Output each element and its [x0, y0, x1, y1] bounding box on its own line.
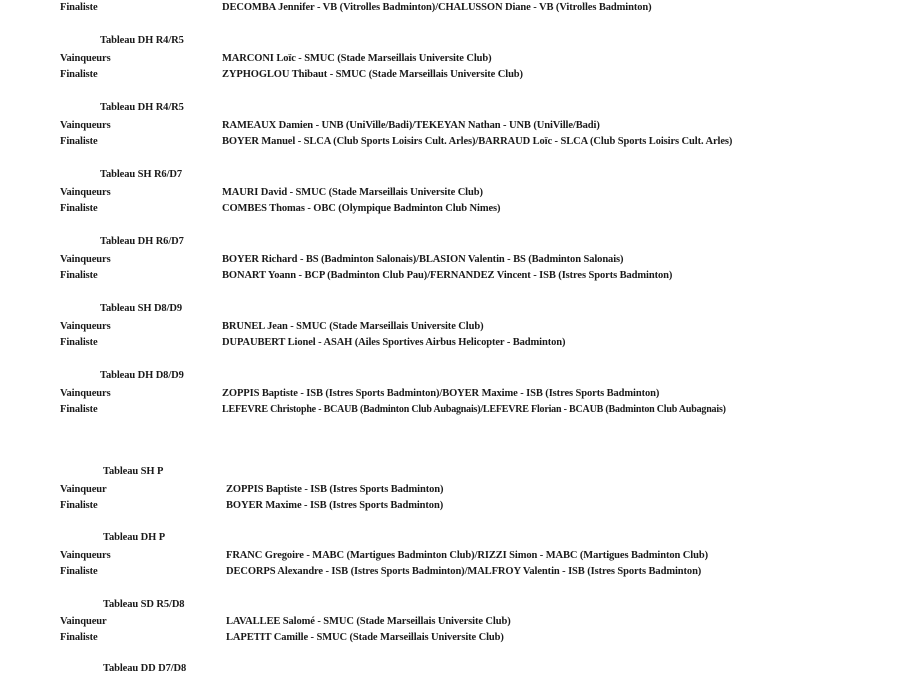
winner-text: BRUNEL Jean - SMUC (Stade Marseillais Universite Club)	[222, 321, 484, 332]
finalist-label: Finaliste	[60, 566, 98, 577]
winner-label: Vainqueur	[60, 484, 107, 495]
block-title: Tableau SH D8/D9	[100, 303, 183, 314]
finalist-text: COMBES Thomas - OBC (Olympique Badminton Club Nimes)	[222, 203, 501, 214]
block-title: Tableau DD D7/D8	[103, 663, 187, 674]
winner-label: Vainqueurs	[60, 321, 111, 332]
block-title: Tableau DH R6/D7	[100, 236, 184, 247]
winner-label: Vainqueurs	[60, 550, 111, 561]
finalist-text: ZYPHOGLOU Thibaut - SMUC (Stade Marseillais Universite Club)	[222, 69, 523, 80]
finalist-label: Finaliste	[60, 404, 98, 415]
finalist-label: Finaliste	[60, 632, 98, 643]
finalist-label: Finaliste	[60, 2, 98, 13]
finalist-text: DECOMBA Jennifer - VB (Vitrolles Badminton)/CHALUSSON Diane - VB (Vitrolles Badminton)	[222, 2, 652, 13]
winner-label: Vainqueurs	[60, 187, 111, 198]
block-title: Tableau SH R6/D7	[100, 169, 183, 180]
block-title: Tableau DH D8/D9	[100, 370, 184, 381]
winner-text: LAVALLEE Salomé - SMUC (Stade Marseillais Universite Club)	[226, 616, 511, 627]
finalist-label: Finaliste	[60, 337, 98, 348]
winner-text: BOYER Richard - BS (Badminton Salonais)/BLASION Valentin - BS (Badminton Salonais)	[222, 254, 624, 265]
finalist-text: LAPETIT Camille - SMUC (Stade Marseillais Universite Club)	[226, 632, 504, 643]
winner-label: Vainqueur	[60, 616, 107, 627]
finalist-label: Finaliste	[60, 69, 98, 80]
winner-text: ZOPPIS Baptiste - ISB (Istres Sports Badminton)	[226, 484, 444, 495]
winner-text: MAURI David - SMUC (Stade Marseillais Universite Club)	[222, 187, 483, 198]
finalist-label: Finaliste	[60, 500, 98, 511]
winner-text: RAMEAUX Damien - UNB (UniVille/Badi)/TEKEYAN Nathan - UNB (UniVille/Badi)	[222, 120, 600, 131]
winner-label: Vainqueurs	[60, 254, 111, 265]
finalist-label: Finaliste	[60, 270, 98, 281]
finalist-label: Finaliste	[60, 136, 98, 147]
block-title: Tableau DH R4/R5	[100, 35, 184, 46]
finalist-text: LEFEVRE Christophe - BCAUB (Badminton Club Aubagnais)/LEFEVRE Florian - BCAUB (Badminton Club Aubagnais)	[222, 404, 726, 415]
winner-label: Vainqueurs	[60, 120, 111, 131]
winner-text: FRANC Gregoire - MABC (Martigues Badminton Club)/RIZZI Simon - MABC (Martigues Badminton Club)	[226, 550, 708, 561]
block-title: Tableau DH R4/R5	[100, 102, 184, 113]
winner-label: Vainqueurs	[60, 388, 111, 399]
winner-text: MARCONI Loïc - SMUC (Stade Marseillais Universite Club)	[222, 53, 492, 64]
finalist-label: Finaliste	[60, 203, 98, 214]
winner-text: ZOPPIS Baptiste - ISB (Istres Sports Badminton)/BOYER Maxime - ISB (Istres Sports Badminton)	[222, 388, 660, 399]
finalist-text: BOYER Manuel - SLCA (Club Sports Loisirs Cult. Arles)/BARRAUD Loïc - SLCA (Club Sports Loisirs Cult. Arles)	[222, 136, 733, 147]
finalist-text: BOYER Maxime - ISB (Istres Sports Badminton)	[226, 500, 444, 511]
finalist-text: BONART Yoann - BCP (Badminton Club Pau)/FERNANDEZ Vincent - ISB (Istres Sports Badminton)	[222, 270, 673, 281]
block-title: Tableau SD R5/D8	[103, 599, 185, 610]
block-title: Tableau DH P	[103, 532, 166, 543]
finalist-text: DUPAUBERT Lionel - ASAH (Ailes Sportives Airbus Helicopter - Badminton)	[222, 337, 566, 348]
finalist-text: DECORPS Alexandre - ISB (Istres Sports Badminton)/MALFROY Valentin - ISB (Istres Sports Badminton)	[226, 566, 702, 577]
block-title: Tableau SH P	[103, 466, 164, 477]
winner-label: Vainqueurs	[60, 53, 111, 64]
